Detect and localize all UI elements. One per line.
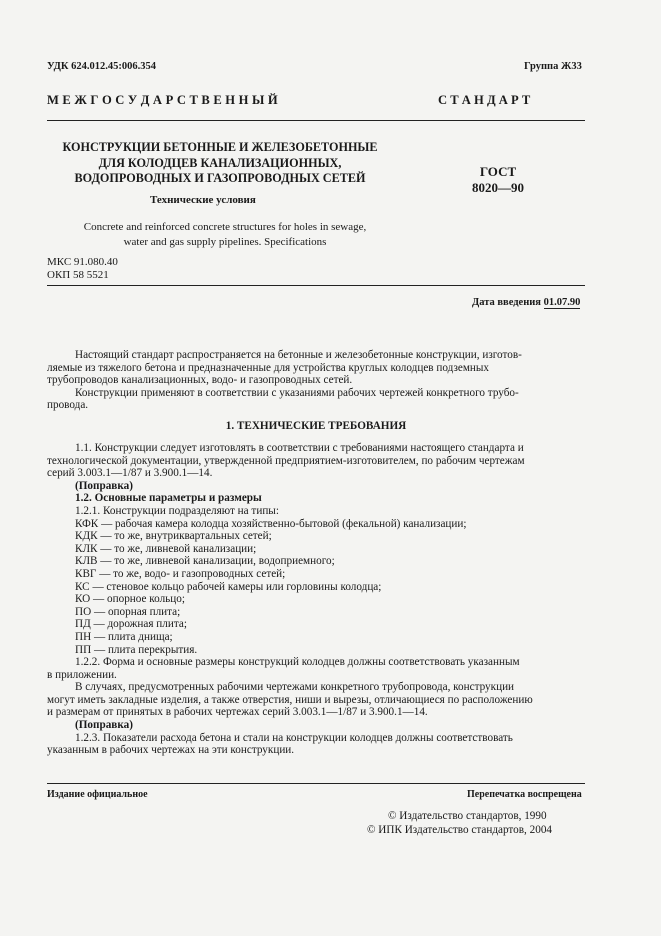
body-line: технологической документации, утвержденной предприятием-изготовителем, по рабочим чертежам <box>47 454 525 467</box>
body-line: серий 3.003.1—1/87 и 3.900.1—14. <box>47 467 213 480</box>
intro-text <box>47 349 585 412</box>
title-rule <box>47 285 585 286</box>
classification-codes <box>47 256 118 281</box>
udk-code: УДК 624.012.45:006.354 <box>47 61 156 72</box>
header-rule <box>47 120 585 121</box>
document-title <box>50 140 390 187</box>
amendment-note: (Поправка) <box>75 479 133 492</box>
okp-code: ОКП 58 5521 <box>47 268 109 281</box>
copyright-1990: © Издательство стандартов, 1990 <box>388 810 547 822</box>
title-line-1: КОНСТРУКЦИИ БЕТОННЫЕ И ЖЕЛЕЗОБЕТОННЫЕ <box>62 140 378 154</box>
gost-number <box>458 164 538 196</box>
type-list-item: КДК — то же, внутриквартальных сетей; <box>75 530 272 543</box>
intro-line: Настоящий стандарт распространяется на бетонные и железобетонные конструкции, изготов- <box>75 349 522 361</box>
gost-code: 8020—90 <box>472 180 524 195</box>
section-1-body <box>47 442 585 757</box>
subsection-heading: 1.2. Основные параметры и размеры <box>75 492 262 505</box>
body-line: 1.2.1. Конструкции подразделяют на типы: <box>75 504 279 517</box>
type-list-item: КВГ — то же, водо- и газопроводных сетей; <box>75 567 286 580</box>
document-subtitle: Технические условия <box>150 194 256 206</box>
body-line: 1.2.3. Показатели расхода бетона и стали на конструкции колодцев должны соответствовать <box>75 731 513 744</box>
type-list-item: КС — стеновое кольцо рабочей камеры или горловины колодца; <box>75 580 382 593</box>
gost-label: ГОСТ <box>479 164 517 179</box>
body-line: 1.2.2. Форма и основные размеры конструкций колодцев должны соответствовать указанным <box>75 656 520 669</box>
body-line: В случаях, предусмотренных рабочими чертежами конкретного трубопровода, конструкции <box>75 681 515 694</box>
intro-line: провода. <box>47 399 89 412</box>
type-list-item: ПД — дорожная плита; <box>75 618 187 631</box>
type-list-item: КЛК — то же, ливневой канализации; <box>75 542 257 555</box>
english-title-line-2: water and gas supply pipelines. Specifications <box>123 236 327 248</box>
copyright-2004: © ИПК Издательство стандартов, 2004 <box>367 824 553 836</box>
body-line: в приложении. <box>47 668 117 681</box>
intro-line: ляемые из тяжелого бетона и предназначенные для устройства круглых колодцев подземных <box>47 361 490 374</box>
english-title-line-1: Concrete and reinforced concrete structures for holes in sewage, <box>83 221 367 233</box>
standard-type-right: С Т А Н Д А Р Т <box>438 93 531 107</box>
group-code: Группа Ж33 <box>524 61 582 72</box>
mks-code: МКС 91.080.40 <box>47 256 118 268</box>
effective-date <box>472 297 580 308</box>
reprint-prohibited: Перепечатка воспрещена <box>467 789 582 800</box>
type-list-item: ПО — опорная плита; <box>75 605 181 618</box>
type-list-item: ПП — плита перекрытия. <box>75 643 198 656</box>
type-list-item: КФК — рабочая камера колодца хозяйственно-бытовой (фекальной) канализации; <box>75 517 467 530</box>
english-title <box>60 220 390 250</box>
body-line: указанным в рабочих чертежах на эти конструкции. <box>47 744 295 757</box>
intro-line: Конструкции применяют в соответствии с указаниями рабочих чертежей конкретного трубо- <box>75 386 519 399</box>
footer-rule <box>47 783 585 784</box>
official-edition: Издание официальное <box>47 789 148 800</box>
body-line: и размерам от принятых в рабочих чертежах серий 3.003.1—1/87 и 3.900.1—14. <box>47 706 428 719</box>
title-line-3: ВОДОПРОВОДНЫХ И ГАЗОПРОВОДНЫХ СЕТЕЙ <box>74 171 366 185</box>
type-list-item: КЛВ — то же, ливневой канализации, водоприемного; <box>75 555 335 568</box>
type-list-item: КО — опорное кольцо; <box>75 593 185 606</box>
intro-line: трубопроводов канализационных, водо- и газопроводных сетей. <box>47 374 353 387</box>
effective-date-value: 01.07.90 <box>543 297 581 308</box>
type-list-item: ПН — плита днища; <box>75 630 173 643</box>
body-line: могут иметь закладные изделия, а также отверстия, ниши и вырезы, отличающиеся по расположению <box>47 693 533 706</box>
title-line-2: ДЛЯ КОЛОДЦЕВ КАНАЛИЗАЦИОННЫХ, <box>98 155 342 170</box>
standard-type-left: М Е Ж Г О С У Д А Р С Т В Е Н Н Ы Й <box>47 93 278 107</box>
section-1-title: 1. ТЕХНИЧЕСКИЕ ТРЕБОВАНИЯ <box>225 420 407 432</box>
effective-date-label: Дата введения <box>472 297 541 308</box>
amendment-note: (Поправка) <box>75 719 133 732</box>
body-line: 1.1. Конструкции следует изготовлять в соответствии с требованиями настоящего стандарта и <box>75 442 524 454</box>
